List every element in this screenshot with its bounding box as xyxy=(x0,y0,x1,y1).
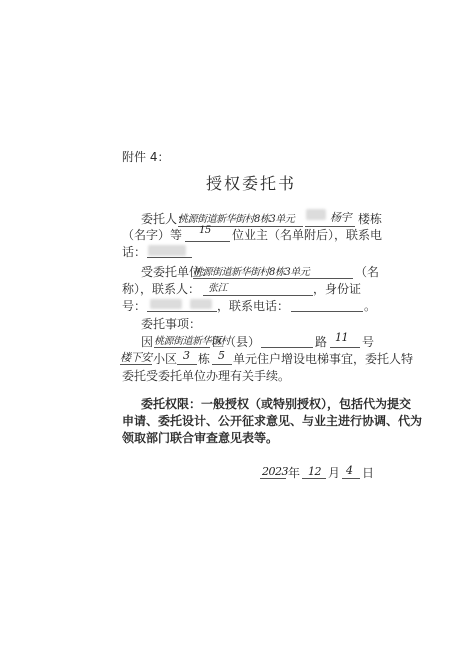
redacted-block xyxy=(148,245,186,256)
unit-number-handwriting: 5 xyxy=(218,349,225,362)
community-label: 小区 xyxy=(153,352,178,366)
district-handwriting: 桃源街道新华街村 xyxy=(154,336,230,347)
phone-underline xyxy=(147,257,192,258)
agent-label: 受委托单位： xyxy=(141,265,214,279)
contact-underline xyxy=(203,295,313,296)
owners-text: 位业主（名单附后），联系电 xyxy=(232,228,383,242)
elevator-text: 单元住户增设电梯事宜，委托人特 xyxy=(233,352,414,366)
authority-line-1: 委托权限：一般授权（或特别授权），包括代为提交 xyxy=(141,397,412,411)
community-handwriting: 楼下安 xyxy=(120,351,152,364)
month-handwriting: 12 xyxy=(308,465,321,478)
building-unit-label: 栋 xyxy=(198,352,211,366)
contact-label: 称），联系人： xyxy=(122,282,201,296)
road-number-handwriting: 11 xyxy=(335,331,348,344)
number-label: 号 xyxy=(362,335,375,349)
redacted-block xyxy=(190,299,212,309)
name-etc-label: （名字）等 xyxy=(122,228,183,242)
community-underline xyxy=(120,364,152,365)
matter-label: 委托事项： xyxy=(141,317,202,331)
authority-line-2: 申请、委托设计、公开征求意见、与业主进行协调、代为 xyxy=(122,414,423,428)
owner-count-handwriting: 15 xyxy=(199,225,211,236)
year-handwriting: 2023 xyxy=(262,465,288,478)
document-title: 授权委托书 xyxy=(206,174,297,193)
phone-label: 话： xyxy=(122,245,147,259)
principal-address-handwriting: 桃源街道新华街村8栋3单元 xyxy=(178,214,295,225)
month-label: 月 xyxy=(328,466,341,480)
id-number-label: 号： xyxy=(122,299,147,313)
agent-unit-handwriting: 桃源街道新华街村8栋3单元 xyxy=(193,267,310,278)
principal-name-handwriting: 杨宇 xyxy=(330,211,351,224)
principal-label: 委托人： xyxy=(141,212,190,226)
entrust-text: 委托受委托单位办理有关手续。 xyxy=(122,369,291,383)
contact-handwriting: 张江 xyxy=(208,283,227,294)
principal-address-underline xyxy=(178,226,303,227)
due-to-label: 因 xyxy=(141,335,154,349)
month-underline xyxy=(302,478,326,479)
year-label: 年 xyxy=(288,466,301,480)
principal-name-underline xyxy=(305,226,355,227)
day-handwriting: 4 xyxy=(346,464,353,477)
attachment-label: 附件 4： xyxy=(122,150,170,164)
road-underline xyxy=(261,347,313,348)
id-number-underline xyxy=(147,311,217,312)
redacted-block xyxy=(306,209,326,220)
day-label: 日 xyxy=(362,466,375,480)
unit-number-underline xyxy=(212,364,232,365)
building-number-underline xyxy=(177,364,197,365)
building-label: 楼栋 xyxy=(358,212,383,226)
agent-phone-label: ，联系电话： xyxy=(217,299,290,313)
agent-phone-underline xyxy=(291,311,363,312)
owner-count-underline xyxy=(185,241,230,242)
road-label: 路 xyxy=(315,335,328,349)
year-underline xyxy=(260,478,286,479)
district-underline xyxy=(154,347,210,348)
road-number-underline xyxy=(330,347,360,348)
building-number-handwriting: 3 xyxy=(183,349,190,362)
day-underline xyxy=(342,478,360,479)
district-label: 区（县） xyxy=(212,335,261,349)
authority-line-3: 领取部门联合审查意见表等。 xyxy=(122,431,279,445)
id-label: ，身份证 xyxy=(313,282,362,296)
redacted-block xyxy=(150,299,182,309)
period: 。 xyxy=(364,299,377,313)
name-open-label: （名 xyxy=(355,265,380,279)
